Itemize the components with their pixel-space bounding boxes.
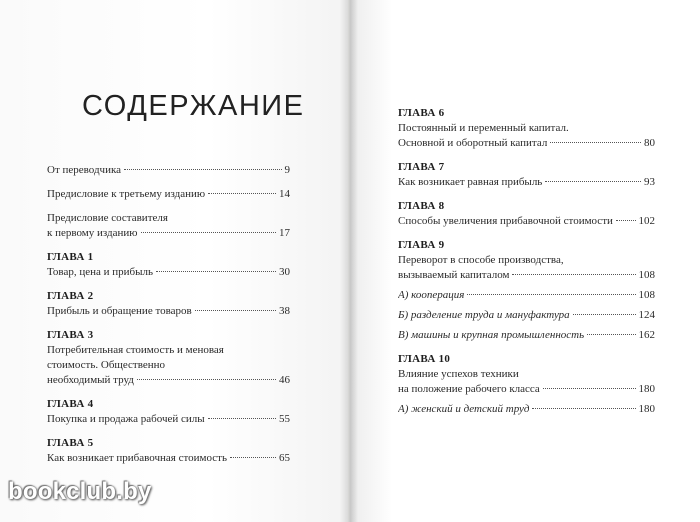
chapter-label: ГЛАВА 6 bbox=[398, 107, 445, 119]
chapter-label: ГЛАВА 9 bbox=[398, 239, 445, 251]
toc-title: От переводчика bbox=[47, 164, 122, 176]
chapter-label: ГЛАВА 10 bbox=[398, 353, 451, 365]
dot-leader bbox=[208, 418, 276, 419]
dot-leader bbox=[208, 193, 276, 194]
page-number: 30 bbox=[279, 266, 290, 278]
toc-left-column bbox=[47, 163, 290, 475]
dot-leader bbox=[156, 271, 276, 272]
page-number: 162 bbox=[638, 329, 655, 341]
toc-entry bbox=[47, 163, 290, 178]
page-number: 65 bbox=[279, 452, 290, 464]
toc-line bbox=[398, 136, 655, 151]
dot-leader bbox=[467, 294, 635, 295]
toc-entry bbox=[47, 397, 290, 427]
book-spine bbox=[340, 0, 358, 522]
toc-line bbox=[47, 451, 290, 466]
toc-title: Переворот в способе производства, bbox=[398, 254, 564, 266]
toc-title: необходимый труд bbox=[47, 374, 134, 386]
toc-subentry bbox=[398, 328, 655, 343]
dot-leader bbox=[141, 232, 277, 233]
toc-title: Как возникает равная прибыль bbox=[398, 176, 543, 188]
page-number: 102 bbox=[638, 215, 655, 227]
subentry-title: В) машины и крупная промышленность bbox=[398, 329, 585, 341]
dot-leader bbox=[532, 408, 635, 409]
dot-leader bbox=[195, 310, 276, 311]
toc-title: стоимость. Общественно bbox=[47, 359, 166, 371]
dot-leader bbox=[550, 142, 641, 143]
toc-title: Покупка и продажа рабочей силы bbox=[47, 413, 205, 425]
page-number: 93 bbox=[644, 176, 655, 188]
toc-line bbox=[47, 373, 290, 388]
dot-leader bbox=[512, 274, 635, 275]
toc-entry bbox=[398, 199, 655, 229]
page-number: 38 bbox=[279, 305, 290, 317]
toc-title: Товар, цена и прибыль bbox=[47, 266, 154, 278]
toc-title: Предисловие к третьему изданию bbox=[47, 188, 206, 200]
toc-title: на положение рабочего класса bbox=[398, 383, 540, 395]
toc-subentry bbox=[398, 402, 655, 417]
toc-line bbox=[398, 268, 655, 283]
toc-line bbox=[47, 304, 290, 319]
toc-line bbox=[47, 265, 290, 280]
chapter-label: ГЛАВА 4 bbox=[47, 398, 94, 410]
toc-title: Предисловие составителя bbox=[47, 212, 168, 224]
page-number: 180 bbox=[638, 403, 655, 415]
page-number: 80 bbox=[644, 137, 655, 149]
toc-entry bbox=[398, 352, 655, 417]
page-number: 46 bbox=[279, 374, 290, 386]
dot-leader bbox=[137, 379, 276, 380]
toc-line bbox=[47, 412, 290, 427]
toc-entry bbox=[47, 187, 290, 202]
toc-subentry bbox=[398, 288, 655, 303]
toc-line bbox=[398, 175, 655, 190]
dot-leader bbox=[587, 334, 635, 335]
page-number: 108 bbox=[638, 269, 655, 281]
toc-entry bbox=[398, 106, 655, 151]
page-number: 14 bbox=[279, 188, 290, 200]
subentry-title: Б) разделение труда и мануфактура bbox=[398, 309, 570, 321]
toc-title: к первому изданию bbox=[47, 227, 138, 239]
dot-leader bbox=[543, 388, 636, 389]
chapter-label: ГЛАВА 5 bbox=[47, 437, 94, 449]
page-number: 17 bbox=[279, 227, 290, 239]
page-number: 9 bbox=[284, 164, 290, 176]
toc-line bbox=[398, 214, 655, 229]
chapter-label: ГЛАВА 7 bbox=[398, 161, 445, 173]
page-number: 180 bbox=[638, 383, 655, 395]
toc-line bbox=[47, 187, 290, 202]
dot-leader bbox=[124, 169, 281, 170]
toc-title: Прибыль и обращение товаров bbox=[47, 305, 192, 317]
watermark-logo: bookclub.by bbox=[8, 478, 152, 505]
toc-title: Как возникает прибавочная стоимость bbox=[47, 452, 227, 464]
toc-subentry bbox=[398, 308, 655, 323]
toc-title: вызываемый капиталом bbox=[398, 269, 510, 281]
chapter-label: ГЛАВА 1 bbox=[47, 251, 94, 263]
toc-title: Потребительная стоимость и меновая bbox=[47, 344, 224, 356]
toc-line bbox=[47, 163, 290, 178]
chapter-label: ГЛАВА 8 bbox=[398, 200, 445, 212]
toc-line bbox=[398, 382, 655, 397]
toc-entry bbox=[47, 250, 290, 280]
toc-entry bbox=[47, 211, 290, 241]
dot-leader bbox=[230, 457, 276, 458]
toc-line bbox=[47, 226, 290, 241]
page-number: 55 bbox=[279, 413, 290, 425]
toc-title: Влияние успехов техники bbox=[398, 368, 519, 380]
toc-right-column bbox=[398, 106, 655, 426]
dot-leader bbox=[545, 181, 641, 182]
chapter-label: ГЛАВА 2 bbox=[47, 290, 94, 302]
subentry-title: А) женский и детский труд bbox=[398, 403, 530, 415]
toc-title: Способы увеличения прибавочной стоимости bbox=[398, 215, 613, 227]
page-number: 108 bbox=[638, 289, 655, 301]
toc-entry bbox=[47, 436, 290, 466]
chapter-label: ГЛАВА 3 bbox=[47, 329, 94, 341]
toc-title: Постоянный и переменный капитал. bbox=[398, 122, 569, 134]
toc-entry bbox=[398, 238, 655, 343]
subentry-title: А) кооперация bbox=[398, 289, 465, 301]
toc-title: Основной и оборотный капитал bbox=[398, 137, 548, 149]
dot-leader bbox=[616, 220, 636, 221]
toc-entry bbox=[47, 328, 290, 388]
page-number: 124 bbox=[638, 309, 655, 321]
toc-entry bbox=[47, 289, 290, 319]
toc-entry bbox=[398, 160, 655, 190]
dot-leader bbox=[573, 314, 636, 315]
page-title: СОДЕРЖАНИЕ bbox=[82, 90, 305, 122]
